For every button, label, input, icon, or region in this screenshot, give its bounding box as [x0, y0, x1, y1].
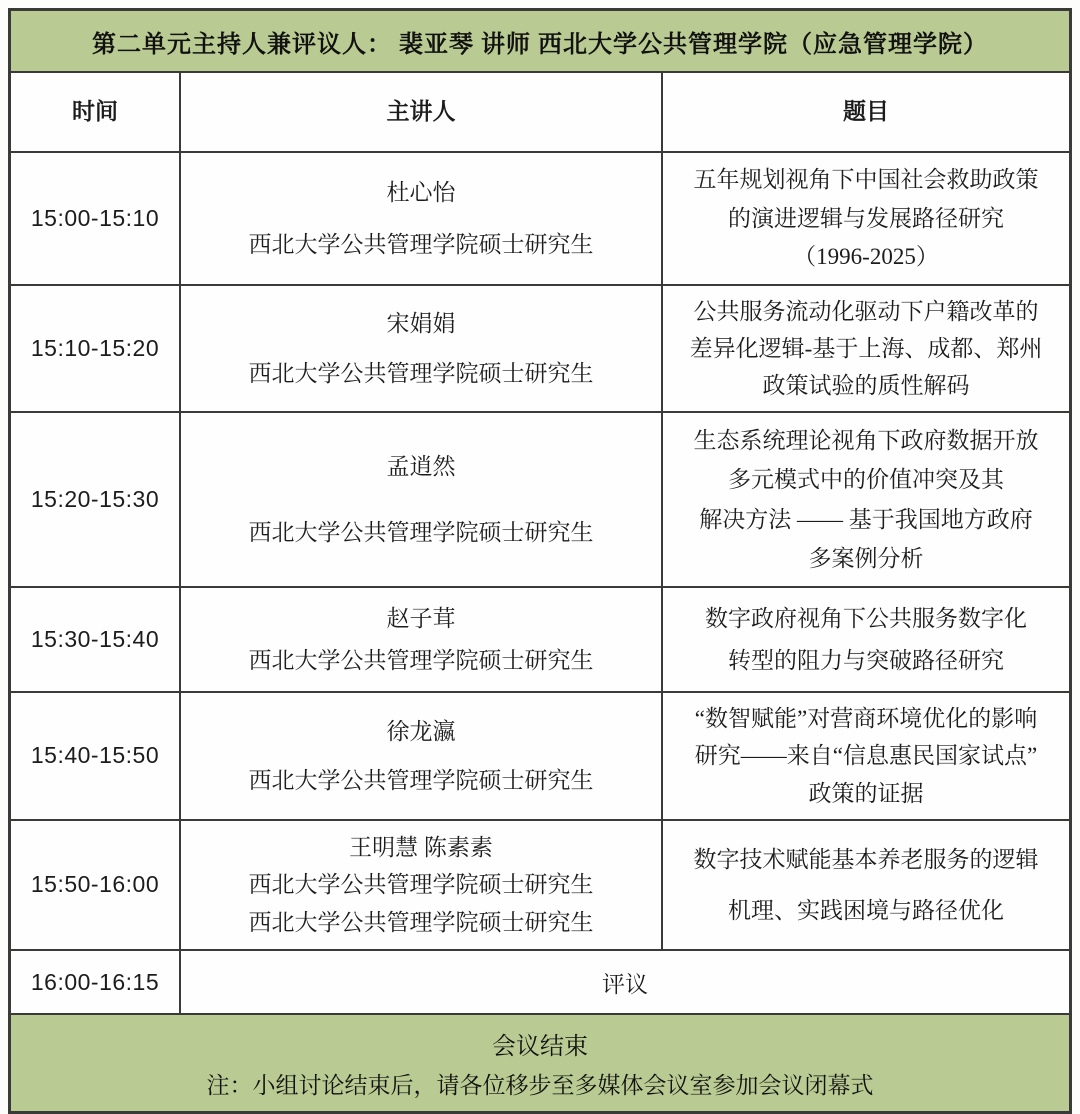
speaker-cell: [181, 153, 663, 284]
review-time: 16:00-16:15: [11, 951, 181, 1013]
table-row: [11, 153, 1069, 286]
session-banner-text: 第二单元主持人兼评议人： 裴亚琴 讲师 西北大学公共管理学院（应急管理学院）: [92, 31, 988, 58]
topic-line: 多案例分析: [808, 545, 924, 571]
table-row: [11, 821, 1069, 951]
topic-line: 差异化逻辑-基于上海、成都、郑州: [689, 335, 1043, 361]
topic-line: 数字政府视角下公共服务数字化: [705, 605, 1027, 631]
speaker-name: 宋娟娟: [386, 311, 456, 337]
topic-line: 公共服务流动化驱动下户籍改革的: [693, 298, 1039, 324]
speaker-affiliation: 西北大学公共管理学院硕士研究生: [248, 231, 594, 257]
speaker-name: 徐龙瀛: [386, 718, 456, 744]
topic-line: 生态系统理论视角下政府数据开放: [693, 428, 1039, 454]
meeting-end-text: 会议结束: [492, 1034, 588, 1061]
speaker-affiliation: 西北大学公共管理学院硕士研究生: [248, 360, 594, 386]
speaker-name: 赵子茸: [386, 605, 456, 631]
review-label: 评议: [602, 971, 648, 997]
speaker-cell: [181, 413, 663, 586]
review-row: [11, 951, 1069, 1015]
speaker-name: 杜心怡: [386, 180, 456, 206]
topic-line: 政策的证据: [808, 780, 924, 806]
speaker-cell: [181, 821, 663, 949]
time-cell: 15:40-15:50: [11, 693, 181, 819]
speaker-name: 孟逍然: [386, 454, 456, 480]
speaker-affiliation: 西北大学公共管理学院硕士研究生: [248, 647, 594, 673]
speaker-affiliation: 西北大学公共管理学院硕士研究生: [248, 768, 594, 794]
table-row: [11, 693, 1069, 821]
topic-cell: [663, 821, 1069, 949]
speaker-cell: [181, 693, 663, 819]
topic-line: 政策试验的质性解码: [762, 372, 970, 398]
topic-cell: [663, 153, 1069, 284]
footer-banner: [11, 1015, 1069, 1111]
topic-line: 转型的阻力与突破路径研究: [728, 647, 1004, 673]
footer-note: 注：小组讨论结束后，请各位移步至多媒体会议室参加会议闭幕式: [206, 1072, 874, 1098]
topic-cell: [663, 588, 1069, 691]
topic-line: 数字技术赋能基本养老服务的逻辑: [693, 847, 1039, 873]
topic-cell: [663, 693, 1069, 819]
speaker-cell: [181, 286, 663, 411]
agenda-table: [8, 8, 1072, 1114]
topic-cell: [663, 286, 1069, 411]
time-cell: 15:20-15:30: [11, 413, 181, 586]
topic-line: 机理、实践困境与路径优化: [728, 897, 1004, 923]
topic-line: “数智赋能”对营商环境优化的影响: [694, 706, 1038, 732]
speaker-affiliation: 西北大学公共管理学院硕士研究生: [248, 519, 594, 545]
session-banner: [11, 11, 1069, 73]
topic-line: 多元模式中的价值冲突及其: [728, 467, 1004, 493]
table-body: [11, 153, 1069, 951]
table-row: [11, 286, 1069, 413]
time-cell: 15:10-15:20: [11, 286, 181, 411]
topic-line: 的演进逻辑与发展路径研究: [728, 205, 1004, 231]
speaker-affiliation: 西北大学公共管理学院硕士研究生: [248, 910, 594, 936]
speaker-cell: [181, 588, 663, 691]
column-header-time: 时间: [11, 73, 181, 151]
column-header-topic: 题目: [843, 99, 889, 125]
topic-cell: [663, 413, 1069, 586]
time-cell: 15:50-16:00: [11, 821, 181, 949]
table-row: [11, 588, 1069, 693]
time-cell: 15:30-15:40: [11, 588, 181, 691]
table-row: [11, 413, 1069, 588]
topic-line: 研究——来自“信息惠民国家试点”: [694, 743, 1038, 769]
time-cell: 15:00-15:10: [11, 153, 181, 284]
topic-line: （1996-2025）: [793, 244, 939, 270]
column-header-speaker: 主讲人: [181, 73, 663, 151]
speaker-affiliation: 西北大学公共管理学院硕士研究生: [248, 872, 594, 898]
speaker-name: 王明慧 陈素素: [349, 834, 493, 860]
table-header-row: [11, 73, 1069, 153]
topic-line: 解决方法 —— 基于我国地方政府: [699, 506, 1033, 532]
topic-line: 五年规划视角下中国社会救助政策: [693, 167, 1039, 193]
